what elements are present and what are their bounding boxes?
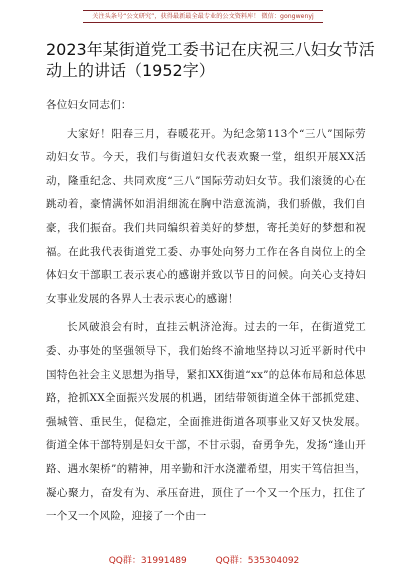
footer-qq-right: QQ群：535304092 — [215, 556, 300, 566]
header-banner: 关注头条号“公文研究”，获得最新最全最专业的公文资料库！ 微信：gongwenyj — [83, 10, 323, 23]
salutation: 各位妇女同志们： — [46, 99, 132, 111]
document-body — [46, 94, 366, 529]
footer-qq-left: QQ群：31991489 — [108, 556, 187, 566]
paragraph: 长风破浪会有时，直挂云帆济沧海。过去的一年，在街道党工委、办事处的坚强领导下，我们始终不渝地坚持以习近平新时代中国特色社会主义思想为指导，紧扣XX街道“xx”的总体布局和总体思路，抢抓XX全面振兴发展的机遇，团结带领街道全体干部抓党建、强城管、重民生，促稳定，全面推进街道各项事业又好又快发展。街道全体干部特别是妇女干部，不甘示弱，奋勇争先，发扬“逢山开路、遇水架桥”的精神，用辛勤和汗水浇灌希望，用实干笃信担当，凝心聚力，奋发有为、承压奋进，顶住了一个又一个压力，扛住了一个又一个风险，迎接了一个由一 — [46, 321, 366, 523]
paragraph: 大家好！阳春三月，春暖花开。为纪念第113个“三八”国际劳动妇女节。今天，我们与街道妇女代表欢聚一堂，组织开展XX活动，隆重纪念、共同欢度“三八”国际劳动妇女节。我们滚烫的心在跳动着，豪情满怀如涓涓细流在胸中浩意流淌，我们骄傲，我们自豪，我们振奋。我们共同编织着美好的梦想，寄托美好的梦想和祝福。在此我代表街道党工委、办事处向努力工作在各自岗位上的全体妇女干部职工表示衷心的感谢并致以节日的问候。向关心支持妇女事业发展的各界人士表示衷心的感谢！ — [46, 127, 366, 305]
footer-contact — [0, 553, 408, 566]
document-title: 2023年某街道党工委书记在庆祝三八妇女节活动上的讲话（1952字） — [46, 40, 375, 80]
